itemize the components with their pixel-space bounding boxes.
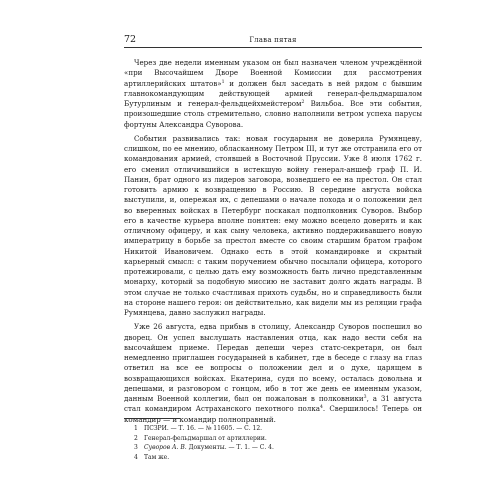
footnote-text: Генерал-фельдмаршал от артиллерии.: [144, 434, 267, 442]
header-rule: [124, 47, 422, 48]
body-text: [124, 58, 422, 429]
paragraph-text: Вильбоа. Все эти события, произошедшие столь стремительно, словно наполнили ветром успеха парусы фортуны Александра Суворова.: [124, 99, 422, 129]
paragraph: [124, 322, 422, 425]
footnote-number: 1: [134, 425, 138, 432]
paragraph-text: и должен был заседать в ней рядом с бывшим главнокомандующим действующей армией генерал-фельдмаршалом Бутурлиным и генерал-фельдцейхмейстером: [124, 78, 422, 108]
running-title: Глава пятая: [249, 36, 297, 44]
footnote-number: 4: [134, 453, 138, 461]
footnote-ref: 3: [363, 395, 367, 400]
footnote-ref: 2: [301, 100, 305, 105]
paragraph-text: , а 31 августа стал командиром Астраханского пехотного полка: [124, 394, 422, 414]
footnote: [134, 443, 422, 453]
footnote-number: 2: [134, 434, 138, 442]
footnote-ref: 1: [221, 79, 225, 85]
paragraph-text: Уже 26 августа, едва прибыв в столицу, Александр Суворов поспешил во дворец. Он успел выслушать наставления отца, как надо вести себя на высочайшем приеме. Передав депеши через статс-секретаря, он был немедленно приглашен государыней в кабинет, где в беседе с глазу на глаз ответил на все ее вопросы о положении дел и о духе, царящем в возвращающихся войсках. Екатерина, судя по всему, осталась довольна и депешами, и разговором с гонцом, ибо в тот же день ее именным указом, данным Военной коллегии, был он пожалован в полковники: [124, 322, 422, 403]
footnote: [134, 424, 422, 434]
footnote-rule: [124, 418, 180, 419]
footnote-author: Суворов А. В.: [144, 444, 187, 451]
footnote-ref: 4: [319, 405, 323, 411]
footnote-number: 3: [134, 444, 138, 451]
page-number: 72: [124, 34, 137, 45]
footnote: [134, 434, 422, 444]
paragraph: [124, 134, 422, 319]
footnote: [134, 453, 422, 463]
paragraph-text: События развивались так: новая государыня не доверяла Румянцеву, слишком, по ее мнению, обласканному Петром III, и тут же отстранила его от командования армией, стоявшей в Восточной Пруссии. Уже 8 июля 1762 г. его сменил отличившийся в истекшую войну генерал-аншеф граф П. И. Панин, брат одного из лидеров заговора, возведшего ее на престол. Он стал готовить армию к возвращению в Россию. В середине августа войска выступили, и, опережая их, с депешами о начале похода и о положении дел во вверенных войсках в Петербург поскакал подполковник Суворов. Выбор его в качестве курьера вполне понятен: ему можно всецело доверять и как отличному офицеру, и как сыну человека, активно поддерживавшего новую императрицу в борьбе за престол вместе со своим старшим братом графом Никитой Ивановичем. Однако есть в этой командировке и скрытый карьерный смысл: с таким поручением обычно посылали офицера, которого протежировали, с целью дать ему возможность быть лично представленным монарху, который за подобную миссию не заставит долго ждать награды. В этом случае не только счастливая прихоть судьбы, но и справедливость были на стороне нашего героя: он действительно, как видели мы из реляции графа Румянцева, давно заслужил награды.: [124, 133, 422, 317]
footnote-text: ПСЗРИ. — Т. 16. — № 11605. — С. 12.: [144, 425, 263, 432]
paragraph-text: . Свершилось! Теперь он командир — и командир полноправный.: [124, 404, 422, 424]
footnotes: [124, 418, 422, 462]
page-header: [124, 34, 422, 48]
footnote-text: Документы. — Т. 1. — С. 4.: [186, 444, 274, 451]
paragraph: [124, 58, 422, 130]
footnote-text: Там же.: [144, 453, 170, 461]
paragraph-text: Через две недели именным указом он был назначен членом учреждённой «при Высочайшем Дворе Военной Комиссии для рассмотрения артиллерийских штатов»: [124, 58, 422, 88]
